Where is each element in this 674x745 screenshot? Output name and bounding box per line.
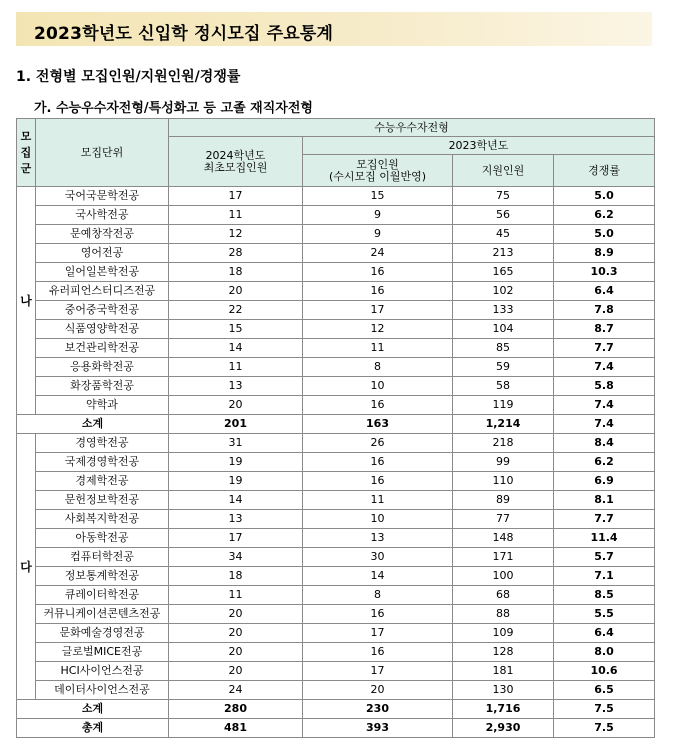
y2024-cell: 11	[169, 206, 303, 225]
applicants-cell: 45	[453, 225, 554, 244]
section-heading-1: 1. 전형별 모집인원/지원인원/경쟁률	[16, 69, 241, 85]
applicants-cell: 148	[453, 529, 554, 548]
y2024-cell: 18	[169, 263, 303, 282]
applicants-cell: 102	[453, 282, 554, 301]
unit-cell: 국어국문학전공	[36, 187, 169, 206]
recruit-cell: 14	[303, 567, 453, 586]
unit-cell: 커뮤니케이션콘텐츠전공	[36, 605, 169, 624]
header-rate: 경쟁률	[554, 155, 655, 187]
applicants-cell: 59	[453, 358, 554, 377]
rate-cell: 6.4	[554, 624, 655, 643]
applicants-cell: 165	[453, 263, 554, 282]
unit-cell: 데이터사이언스전공	[36, 681, 169, 700]
recruit-cell: 10	[303, 510, 453, 529]
rate-cell: 8.9	[554, 244, 655, 263]
rate-cell: 6.2	[554, 453, 655, 472]
unit-cell: 경영학전공	[36, 434, 169, 453]
recruit-cell: 15	[303, 187, 453, 206]
header-group-char: 집	[20, 145, 32, 159]
table-row	[17, 624, 655, 643]
total-label: 총계	[17, 719, 169, 738]
group-cell: 나	[17, 187, 36, 415]
recruit-cell: 16	[303, 605, 453, 624]
header-recruit-line2: (수시모집 이월반영)	[328, 169, 427, 183]
y2024-cell: 20	[169, 624, 303, 643]
unit-cell: 일어일본학전공	[36, 263, 169, 282]
unit-cell: 약학과	[36, 396, 169, 415]
table-row	[17, 643, 655, 662]
unit-cell: 큐레이터학전공	[36, 586, 169, 605]
applicants-cell: 100	[453, 567, 554, 586]
y2024-cell: 20	[169, 282, 303, 301]
y2024-cell: 11	[169, 358, 303, 377]
applicants-cell: 58	[453, 377, 554, 396]
header-unit: 모집단위	[36, 119, 169, 187]
recruit-cell: 16	[303, 396, 453, 415]
y2024-cell: 14	[169, 491, 303, 510]
subtotal-row	[17, 700, 655, 719]
table-body	[17, 187, 655, 738]
rate-cell: 7.4	[554, 358, 655, 377]
table-row	[17, 263, 655, 282]
unit-cell: 국제경영학전공	[36, 453, 169, 472]
group-cell: 다	[17, 434, 36, 700]
recruit-cell: 16	[303, 643, 453, 662]
y2024-cell: 14	[169, 339, 303, 358]
header-group-text	[21, 130, 32, 175]
unit-cell: 글로벌MICE전공	[36, 643, 169, 662]
table-header	[17, 119, 655, 187]
table-row	[17, 244, 655, 263]
total-row	[17, 719, 655, 738]
table-row	[17, 586, 655, 605]
rate-cell: 10.3	[554, 263, 655, 282]
rate-cell: 11.4	[554, 529, 655, 548]
header-track: 수능우수자전형	[169, 119, 655, 137]
header-recruit	[303, 155, 453, 187]
applicants-cell: 68	[453, 586, 554, 605]
rate-cell: 6.4	[554, 282, 655, 301]
recruit-cell: 17	[303, 624, 453, 643]
recruit-cell: 16	[303, 263, 453, 282]
y2024-cell: 15	[169, 320, 303, 339]
applicants-cell: 85	[453, 339, 554, 358]
applicants-cell: 130	[453, 681, 554, 700]
applicants-cell: 99	[453, 453, 554, 472]
table-row	[17, 377, 655, 396]
subtotal-rate: 7.4	[554, 415, 655, 434]
applicants-cell: 109	[453, 624, 554, 643]
recruit-cell: 8	[303, 358, 453, 377]
unit-cell: 응용화학전공	[36, 358, 169, 377]
rate-cell: 5.0	[554, 225, 655, 244]
y2024-cell: 18	[169, 567, 303, 586]
rate-cell: 7.8	[554, 301, 655, 320]
subtotal-label: 소계	[17, 700, 169, 719]
header-applicants: 지원인원	[453, 155, 554, 187]
rate-cell: 8.1	[554, 491, 655, 510]
table-row	[17, 529, 655, 548]
table-row	[17, 434, 655, 453]
recruit-cell: 30	[303, 548, 453, 567]
recruit-cell: 9	[303, 225, 453, 244]
table-row	[17, 187, 655, 206]
rate-cell: 7.7	[554, 339, 655, 358]
rate-cell: 8.5	[554, 586, 655, 605]
y2024-cell: 19	[169, 453, 303, 472]
applicants-cell: 104	[453, 320, 554, 339]
applicants-cell: 171	[453, 548, 554, 567]
unit-cell: 식품영양학전공	[36, 320, 169, 339]
rate-cell: 5.7	[554, 548, 655, 567]
header-2024-line1: 2024학년도	[205, 148, 266, 162]
table-row	[17, 282, 655, 301]
applicants-cell: 128	[453, 643, 554, 662]
recruit-cell: 17	[303, 301, 453, 320]
total-y2024: 481	[169, 719, 303, 738]
rate-cell: 5.5	[554, 605, 655, 624]
unit-cell: 보건관리학전공	[36, 339, 169, 358]
header-2023: 2023학년도	[303, 137, 655, 155]
subtotal-applicants: 1,716	[453, 700, 554, 719]
recruit-cell: 24	[303, 244, 453, 263]
y2024-cell: 20	[169, 605, 303, 624]
section-heading-2: 가. 수능우수자전형/특성화고 등 고졸 재직자전형	[34, 101, 313, 116]
rate-cell: 8.4	[554, 434, 655, 453]
subtotal-label: 소계	[17, 415, 169, 434]
recruit-cell: 26	[303, 434, 453, 453]
unit-cell: 경제학전공	[36, 472, 169, 491]
header-group-char: 모	[20, 129, 32, 143]
unit-cell: 문화예술경영전공	[36, 624, 169, 643]
rate-cell: 7.1	[554, 567, 655, 586]
applicants-cell: 75	[453, 187, 554, 206]
subtotal-applicants: 1,214	[453, 415, 554, 434]
y2024-cell: 12	[169, 225, 303, 244]
total-rate: 7.5	[554, 719, 655, 738]
rate-cell: 5.0	[554, 187, 655, 206]
header-recruit-line1: 모집인원	[356, 157, 399, 171]
recruit-cell: 16	[303, 472, 453, 491]
y2024-cell: 31	[169, 434, 303, 453]
table-row	[17, 206, 655, 225]
unit-cell: 영어전공	[36, 244, 169, 263]
applicants-cell: 77	[453, 510, 554, 529]
recruit-cell: 9	[303, 206, 453, 225]
applicants-cell: 56	[453, 206, 554, 225]
table-row	[17, 358, 655, 377]
y2024-cell: 22	[169, 301, 303, 320]
rate-cell: 8.7	[554, 320, 655, 339]
applicants-cell: 119	[453, 396, 554, 415]
table-row	[17, 491, 655, 510]
applicants-cell: 133	[453, 301, 554, 320]
subtotal-row	[17, 415, 655, 434]
subtotal-rate: 7.5	[554, 700, 655, 719]
rate-cell: 10.6	[554, 662, 655, 681]
table-row	[17, 301, 655, 320]
unit-cell: 아동학전공	[36, 529, 169, 548]
unit-cell: 사회복지학전공	[36, 510, 169, 529]
table-row	[17, 453, 655, 472]
recruit-cell: 12	[303, 320, 453, 339]
y2024-cell: 20	[169, 662, 303, 681]
table-row	[17, 225, 655, 244]
page-title-bar	[16, 12, 652, 46]
y2024-cell: 13	[169, 377, 303, 396]
applicants-cell: 213	[453, 244, 554, 263]
unit-cell: 국사학전공	[36, 206, 169, 225]
applicants-cell: 181	[453, 662, 554, 681]
table-row	[17, 510, 655, 529]
table-row	[17, 681, 655, 700]
recruit-cell: 11	[303, 339, 453, 358]
y2024-cell: 19	[169, 472, 303, 491]
recruit-cell: 8	[303, 586, 453, 605]
table-row	[17, 396, 655, 415]
rate-cell: 5.8	[554, 377, 655, 396]
header-2024-line2: 최초모집인원	[203, 160, 268, 174]
unit-cell: 컴퓨터학전공	[36, 548, 169, 567]
y2024-cell: 11	[169, 586, 303, 605]
recruit-cell: 16	[303, 282, 453, 301]
table-row	[17, 567, 655, 586]
rate-cell: 8.0	[554, 643, 655, 662]
applicants-cell: 88	[453, 605, 554, 624]
recruit-cell: 16	[303, 453, 453, 472]
rate-cell: 6.5	[554, 681, 655, 700]
statistics-table	[16, 118, 655, 738]
y2024-cell: 13	[169, 510, 303, 529]
unit-cell: 문헌정보학전공	[36, 491, 169, 510]
y2024-cell: 20	[169, 396, 303, 415]
recruit-cell: 20	[303, 681, 453, 700]
rate-cell: 7.4	[554, 396, 655, 415]
unit-cell: 유러피언스터디즈전공	[36, 282, 169, 301]
header-2024	[169, 137, 303, 187]
recruit-cell: 10	[303, 377, 453, 396]
y2024-cell: 17	[169, 187, 303, 206]
subtotal-y2024: 280	[169, 700, 303, 719]
recruit-cell: 17	[303, 662, 453, 681]
table-row	[17, 339, 655, 358]
rate-cell: 6.9	[554, 472, 655, 491]
rate-cell: 6.2	[554, 206, 655, 225]
page-title: 2023학년도 신입학 정시모집 주요통계	[34, 24, 334, 44]
y2024-cell: 24	[169, 681, 303, 700]
table-row	[17, 662, 655, 681]
unit-cell: 정보통계학전공	[36, 567, 169, 586]
subtotal-recruit: 163	[303, 415, 453, 434]
recruit-cell: 11	[303, 491, 453, 510]
table-row	[17, 320, 655, 339]
table-row	[17, 548, 655, 567]
unit-cell: 중어중국학전공	[36, 301, 169, 320]
applicants-cell: 218	[453, 434, 554, 453]
y2024-cell: 34	[169, 548, 303, 567]
rate-cell: 7.7	[554, 510, 655, 529]
recruit-cell: 13	[303, 529, 453, 548]
table-row	[17, 472, 655, 491]
total-recruit: 393	[303, 719, 453, 738]
header-group-label	[17, 129, 35, 177]
applicants-cell: 89	[453, 491, 554, 510]
unit-cell: HCI사이언스전공	[36, 662, 169, 681]
unit-cell: 화장품학전공	[36, 377, 169, 396]
total-applicants: 2,930	[453, 719, 554, 738]
header-group-char: 군	[20, 161, 32, 175]
subtotal-recruit: 230	[303, 700, 453, 719]
y2024-cell: 20	[169, 643, 303, 662]
unit-cell: 문예창작전공	[36, 225, 169, 244]
applicants-cell: 110	[453, 472, 554, 491]
header-group	[17, 119, 36, 187]
y2024-cell: 17	[169, 529, 303, 548]
subtotal-y2024: 201	[169, 415, 303, 434]
y2024-cell: 28	[169, 244, 303, 263]
table-row	[17, 605, 655, 624]
